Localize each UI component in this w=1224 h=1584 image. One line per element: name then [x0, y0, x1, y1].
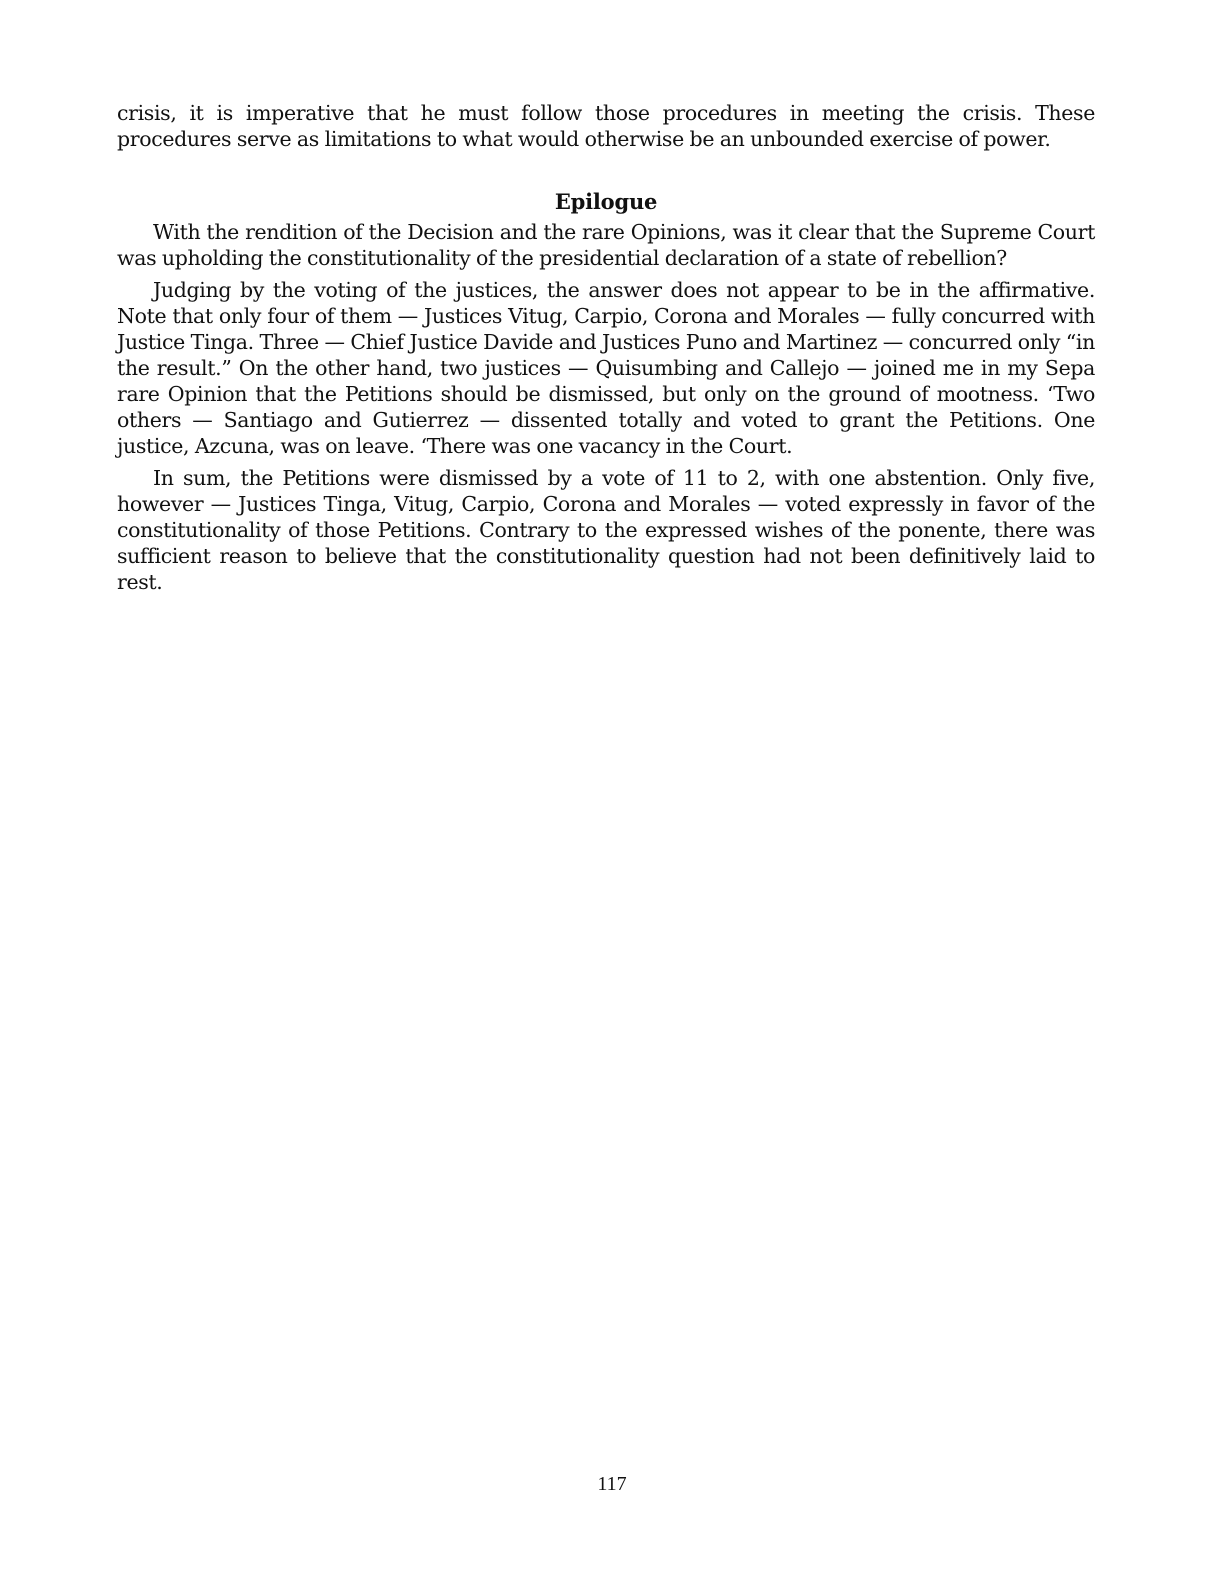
- paragraph-2: Judging by the voting of the justices, the answer does not appear to be in the affirmative. Note that only four of them — Justices Vitug, Carpio, Corona and Morales — fully concurred with Justice Tinga. Three — Chief Justice Davide and Justices Puno and Martinez — concurred only “in the result.” On the other hand, two justices — Quisumbing and Callejo — joined me in my Sepa rare Opinion that the Petitions should be dismissed, but only on the ground of mootness. ‘Two others — Santiago and Gutierrez — dissented totally and voted to grant the Petitions. One justice, Azcuna, was on leave. ‘There was one vacancy in the Court.: [117, 278, 1095, 458]
- page-number: 117: [597, 1473, 627, 1495]
- page-body: [117, 100, 1095, 601]
- continued-paragraph: crisis, it is imperative that he must follow those procedures in meeting the crisis. These procedures serve as limitations to what would otherwise be an unbounded exercise of power.: [117, 101, 1095, 151]
- paragraph-3: In sum, the Petitions were dismissed by a vote of 11 to 2, with one abstention. Only five, however — Justices Tinga, Vitug, Carpio, Corona and Morales — voted expressly in favor of the constitutionality of those Petitions. Contrary to the expressed wishes of the ponente, there was sufficient reason to believe that the constitutionality question had not been definitively laid to rest.: [117, 466, 1095, 594]
- section-heading: Epilogue: [554, 189, 658, 214]
- paragraph-1: With the rendition of the Decision and the rare Opinions, was it clear that the Supreme Court was upholding the constitutionality of the presidential declaration of a state of rebellion?: [117, 220, 1095, 270]
